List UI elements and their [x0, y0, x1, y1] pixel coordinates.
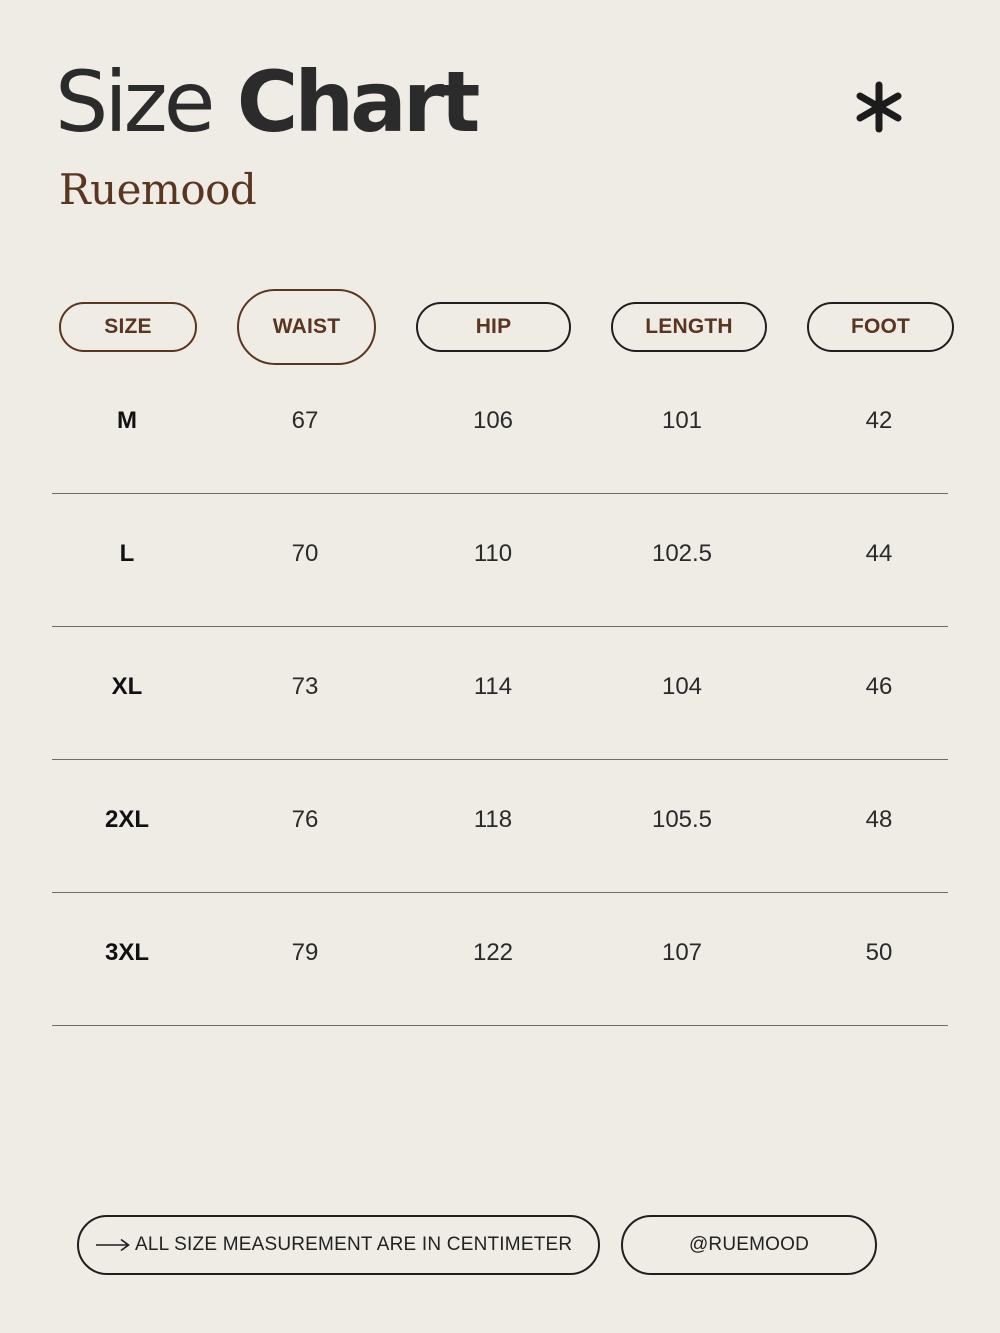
- title-bold: Chart: [236, 53, 477, 151]
- size-cell: 3XL: [104, 939, 149, 966]
- waist-cell: 73: [291, 673, 319, 700]
- measurement-note-text: ALL SIZE MEASUREMENT ARE IN CENTIMETER: [135, 1234, 573, 1255]
- length-cell: 104: [661, 673, 703, 700]
- asterisk-icon: [850, 78, 908, 136]
- foot-cell: 44: [865, 540, 893, 567]
- waist-cell: 70: [291, 540, 319, 567]
- size-table: [52, 361, 948, 1026]
- size-cell: XL: [111, 673, 143, 700]
- size-cell: M: [117, 407, 137, 434]
- hip-cell: 110: [473, 540, 513, 567]
- foot-cell: 42: [865, 407, 893, 434]
- page-title: [55, 52, 476, 152]
- title-light: Size: [55, 53, 212, 151]
- length-cell: 102.5: [651, 540, 713, 567]
- size-cell: L: [119, 540, 135, 567]
- social-handle-text: @RUEMOOD: [688, 1234, 810, 1255]
- table-row: [52, 627, 948, 760]
- column-header-hip: HIP: [416, 302, 571, 352]
- column-header-length: LENGTH: [611, 302, 767, 352]
- column-header-waist: WAIST: [237, 289, 376, 365]
- size-cell: 2XL: [104, 806, 149, 833]
- column-header-foot: FOOT: [807, 302, 954, 352]
- measurement-note: [77, 1215, 600, 1275]
- foot-cell: 46: [865, 673, 893, 700]
- waist-cell: 79: [291, 939, 319, 966]
- waist-cell: 76: [291, 806, 319, 833]
- length-cell: 101: [661, 407, 703, 434]
- column-header-size: SIZE: [59, 302, 197, 352]
- hip-cell: 122: [472, 939, 514, 966]
- table-row: [52, 760, 948, 893]
- arrow-right-icon: [95, 1238, 131, 1252]
- foot-cell: 48: [865, 806, 893, 833]
- social-handle: [621, 1215, 877, 1275]
- length-cell: 105.5: [651, 806, 713, 833]
- brand-name: Ruemood: [59, 165, 257, 214]
- length-cell: 107: [661, 939, 703, 966]
- table-row: [52, 494, 948, 627]
- hip-cell: 106: [472, 407, 514, 434]
- hip-cell: 118: [473, 806, 513, 833]
- waist-cell: 67: [291, 407, 319, 434]
- table-row: [52, 361, 948, 494]
- foot-cell: 50: [865, 939, 893, 966]
- table-row: [52, 893, 948, 1026]
- hip-cell: 114: [473, 673, 513, 700]
